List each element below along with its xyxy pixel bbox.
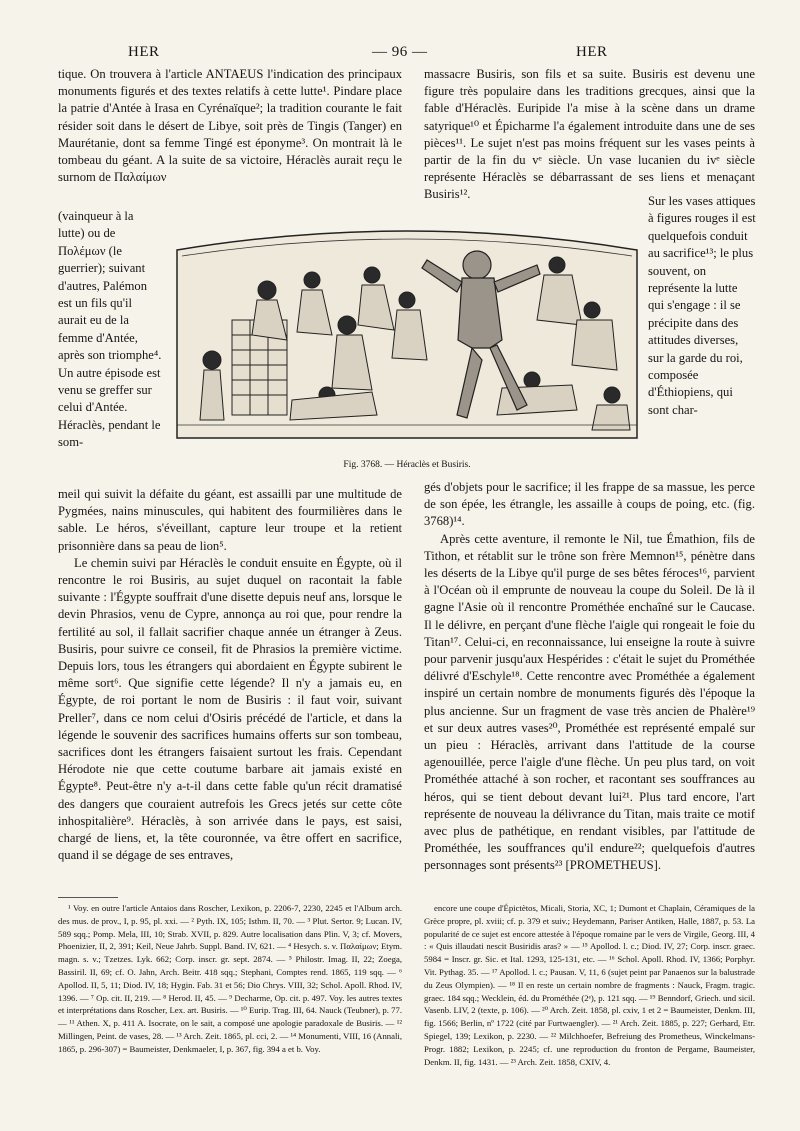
vase-painting-illustration (172, 220, 642, 445)
right-column-bottom (424, 479, 755, 875)
right-wrap-text (648, 193, 756, 419)
figure-caption: Fig. 3768. — Héraclès et Busiris. (343, 460, 471, 470)
paragraph: massacre Busiris, son fils et sa suite. Busiris est devenu une figure très populaire dans les traditions grecques, ainsi que la fable d'Héraclès. Euripide l'a mise à la scène dans un drame satyrique¹⁰ et Épicharme l'a également introduite dans une de ses pièces¹¹. Le sujet n'est pas moins fréquent sur les vases peints à partir de la fin du vᵉ siècle. Un vase lucanien du ivᵉ siècle représente Héraclès se débarrassant de ses liens et menaçant Busiris¹². (424, 67, 755, 202)
running-head-left: HER (128, 44, 160, 60)
running-head-right: HER (576, 44, 608, 60)
left-column-bottom (58, 486, 402, 864)
paragraph: gés d'objets pour le sacrifice; il les frappe de sa massue, les perce de son épée, les étrangle, les assaille à coups de poing, etc. (fig. 3768)¹⁴. (424, 480, 755, 529)
paragraph: meil qui suivit la défaite du géant, est assailli par une multitude de Pygmées, nains minuscules, qui habitent des fourmilières dans le sable. Le héros, s'éveillant, capture leur troupe et la retient prisonnière dans sa peau de lion⁵. (58, 487, 402, 553)
footnotes-left (58, 902, 402, 1056)
footnotes-right (424, 902, 755, 1068)
right-column-top (424, 66, 755, 204)
left-column-top (58, 66, 402, 186)
paragraph: Sur les vases attiques à figures rouges il est quelquefois conduit au sacrifice¹³; le plus souvent, on représente la lutte qui s'engage : il se précipite dans des attitudes diverses, sur la garde du roi, composée d'Éthiopiens, qui sont char- (648, 194, 756, 417)
left-wrap-text (58, 208, 162, 452)
footnote-block: ¹ Voy. en outre l'article Antaios dans Roscher, Lexikon, p. 2206-7, 2230, 2245 et l'Album arch. des mus. de prov., I, p. 95, pl. xxi. — ² Pyth. IX, 105; Isthm. II, 70. — ³ Plut. Sertor. 9; Lucan. IV, 589 sqq.; Pomp. Mela, III, 10; Strab. XVII, p. 829. Autre localisation dans Plin. V, 3; cf. Movers, Phoenizier, II, 2, 391; Keil, Neue Jahrb. Suppl. Band. IV, 621. — ⁴ Hesych. s. v. Παλαίμων; Etym. magn. s. v.; Tzetzes. Lyk. 662; Corp. inscr. gr. sept. 2874. — ⁵ Philostr. Imag. II, 22; Zoega, Bassiril. II, 69; cf. O. Jahn, Arch. Beitr. 418 sqq.; Stephani, Comptes rend. 1865, 119 sqq. — ⁶ Apollod. II, 5, 11; Diod. IV, 18; Hygin. Fab. 31 et 56; Dio Chrys. VIII, 32; Schol. Apoll. Rhod. IV, 1396. — ⁷ Op. cit. II, 219. — ⁸ Herod. II, 45. — ⁹ Decharme, Op. cit. p. 497. Voy. les autres textes et interprétations dans Roscher, Lex. art. Busiris. — ¹⁰ Eurip. Trag. III, 64. Nauck (Teubner), p. 77. — ¹¹ Athen. X, p. 411 A. Isocrate, on le sait, a composé une apologie paradoxale de Busiris. — ¹² Millingen, Peint. de vases, 28. — ¹³ Arch. Zeit. 1865, pl. cci, 2. — ¹⁴ Monumenti, VIII, 16 (Annali, 1865, p. 296-307) = Baumeister, Denkmaeler, I, p. 367, fig. 394 a et b. Voy. (58, 903, 402, 1054)
figure-3768 (172, 220, 642, 460)
page-number: — 96 — (372, 44, 428, 60)
paragraph: (vainqueur à la lutte) ou de Πολέμων (le guerrier); suivant d'autres, Palémon est un fils qu'il aurait eu de la femme d'Antée, après son triomphe⁴. Un autre épisode est venu se greffer sur celui d'Antée. Héraclès, pendant le som- (58, 209, 162, 450)
footnote-block: encore une coupe d'Épictètos, Micali, Storia, XC, 1; Dumont et Chaplain, Céramiques de la Grèce propre, pl. xviii; cf. p. 379 et suiv.; Heydemann, Pariser Antiken, Halle, 1887, p. 53. La popularité de ce sujet est encore attestée à l'époque romaine par le vers de Virgile, Georg. III, 4 : « Quis illaudati nescit Busiridis aras? » — ¹⁵ Apollod. l. c.; Diod. IV, 27; Corp. inscr. graec. 5984 = Inscr. gr. Sic. et Ital. 1293, 125-131, etc. — ¹⁶ Schol. Apoll. Rhod. IV, 1366; Porphyr. Vit. Pythag. 35. — ¹⁷ Apollod. l. c.; Pausan. V, 11, 6 (sujet peint par Panaenos sur la balustrade du Zeus Olympien). — ¹⁸ Il en reste un certain nombre de fragments : Nauck, Fragm. tragic. graec. 184 sqq.; Wecklein, éd. du Prométhée (2ᵉ), p. 121 sqq. — ¹⁹ Benndorf, Griech. und sicil. Vasenb. LIV, 2 (texte, p. 106). — ²⁰ Arch. Zeit. 1858, pl. cxiv, 1 et 2 = Baumeister, Denkm. III, fig. 1566; Berlin, nº 1722 (cité par Furtwaengler). — ²¹ Arch. Zeit. 1885, p. 227; Gerhard, Etr. Spiegel, 139; Lexikon, p. 2230. — ²² Milchhoefer, Befreiung des Prometheus, Winckelmans-Progr. 1882; Lexikon, p. 2245; cf. une reproduction du fronton de Pergame, Baumeister, Denkm. II, fig. 1431. — ²³ Arch. Zeit. 1858, CXIV, 4. (424, 903, 755, 1067)
footnote-rule (58, 897, 118, 898)
paragraph: Le chemin suivi par Héraclès le conduit ensuite en Égypte, où il rencontre le roi Busiris, au sujet duquel on racontait la fable suivante : l'Égypte souffrait d'une disette depuis neuf ans, lorsque le devin Phrasios, venu de Cypre, annonça au roi que, pour rendre la fertilité au sol, il fallait sacrifier chaque année un étranger à Zeus. Busiris, pour suivre ce conseil, fit de Phrasios la première victime. Depuis lors, tous les étrangers qui abordaient en Égypte subirent le même sort⁶. Que signifie cette légende? Il n'y a jamais eu, en Égypte, de roi portant le nom de Busiris : il faut voir, suivant Preller⁷, dans ce nom celui d'Osiris précédé de l'article, et dans la légende le souvenir des sacrifices humains offerts sur son tombeau, sacrifices dont les étrangers faisaient surtout les frais. Cependant Hérodote nie que cette coutume barbare ait jamais existé en Égypte⁸. Peut-être n'y a-t-il dans cette fable qu'un récit dramatisé des dangers que couraient autrefois les Grecs jetés sur cette côte inhospitalière⁹. Héraclès, à son arrivée dans le pays, est saisi, chargé de liens, et, la tête couronnée, va être offert en sacrifice, quand il se dégage de ses entraves, (58, 555, 402, 863)
paragraph: Après cette aventure, il remonte le Nil, tue Émathion, fils de Tithon, et rétablit sur le trône son frère Memnon¹⁵, pénètre dans les déserts de la Libye qu'il purge de ses bêtes féroces¹⁶, parvient à l'Océan où il emprunte de nouveau la coupe du Soleil. De là il gagne l'Asie où il rencontre Prométhée enchaîné sur le Caucase. Il le délivre, en perçant d'une flèche l'aigle qui rongeait le foie du Titan¹⁷. Celui-ci, en reconnaissance, lui enseigne la route à suivre pour parvenir jusqu'aux Hespérides : c'était le sujet du Prométhée délivré d'Eschyle¹⁸. Cette rencontre avec Prométhée a également inspiré un certain nombre de monuments figurés dès l'époque la plus ancienne. Sur un fragment de vase très ancien de Phalère¹⁹ et sur deux autres vases²⁰, Prométhée est représenté empalé sur un pieu : Héraclès, arrivant dans l'attitude de la course agenouillée, perce l'aigle d'une flèche. Un peu plus tard, on voit Prométhée attaché à son rocher, et racontant ses souffrances au héros, qui se tient debout devant lui²¹. Plus tard encore, l'art représente de nouveau la délivrance du Titan, mais traite ce motif avec plus de pathétique, en rendant visibles, par l'attitude de Prométhée, les souffrances qu'il endure²²; quelquefois d'autres personnages sont présents²³ [PROMETHEUS]. (424, 531, 755, 873)
paragraph: tique. On trouvera à l'article ANTAEUS l'indication des principaux monuments figurés et des textes relatifs à cette lutte¹. Pindare place la patrie d'Antée à Irasa en Cyrénaïque²; la tradition courante le fait résider soit dans le désert de Libye, soit près de Tingis (Tanger) en Maurétanie, dont sa femme Tingé est éponyme³. On montrait là le tombeau du géant. A la suite de sa victoire, Héraclès aurait reçu le surnom de Παλαίμων (58, 67, 402, 185)
